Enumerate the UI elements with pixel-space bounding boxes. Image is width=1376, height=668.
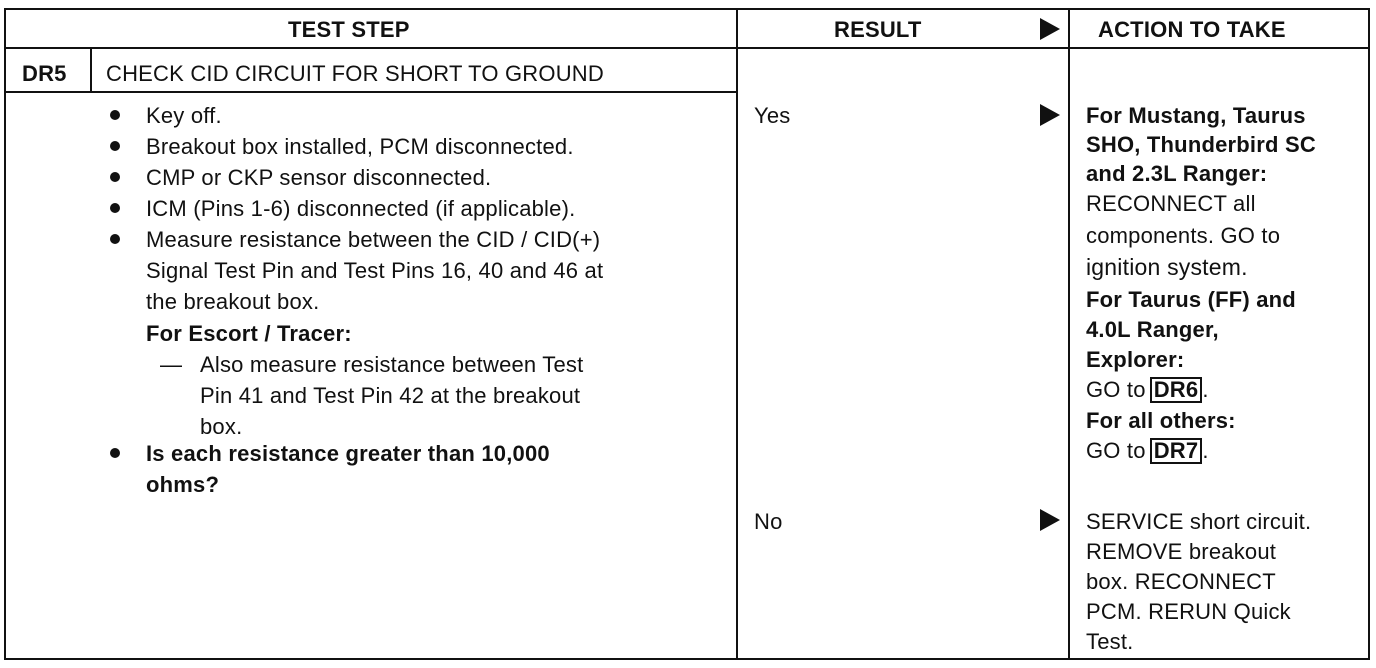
bullet-icon — [110, 110, 120, 120]
action-text: 4.0L Ranger, — [1086, 317, 1219, 342]
goto-label: GO to — [1086, 438, 1146, 463]
action-text: Test. — [1086, 629, 1134, 654]
result-no: No — [754, 509, 783, 534]
question-text: ohms? — [146, 472, 220, 497]
action-text: and 2.3L Ranger: — [1086, 161, 1268, 186]
action-text: components. GO to — [1086, 223, 1281, 248]
code-divider — [90, 48, 92, 92]
question-text: Is each resistance greater than 10,000 — [146, 441, 550, 466]
result-yes-arrow-icon — [1040, 104, 1060, 126]
bullet-icon — [110, 141, 120, 151]
bullet-text: Measure resistance between the CID / CID(+) — [146, 227, 601, 252]
table-top-border — [4, 8, 1370, 10]
bullet-icon — [110, 172, 120, 182]
header-test-step: TEST STEP — [288, 17, 410, 42]
bullet-text: Key off. — [146, 103, 222, 128]
action-goto-dr7 — [1086, 435, 1209, 466]
ref-dr6-link[interactable]: DR6 — [1150, 377, 1203, 403]
bullet-text: Breakout box installed, PCM disconnected. — [146, 134, 574, 159]
table-bottom-border — [4, 658, 1370, 660]
bullet-icon — [110, 448, 120, 458]
action-text: For Mustang, Taurus — [1086, 103, 1306, 128]
title-bottom-border — [4, 91, 736, 93]
step-code: DR5 — [22, 61, 67, 86]
step-title: CHECK CID CIRCUIT FOR SHORT TO GROUND — [106, 61, 604, 86]
action-text: PCM. RERUN Quick — [1086, 599, 1291, 624]
left-border — [4, 8, 6, 660]
bullet-continuation: Signal Test Pin and Test Pins 16, 40 and 46 at — [146, 258, 604, 283]
period: . — [1202, 377, 1209, 402]
action-text: SHO, Thunderbird SC — [1086, 132, 1316, 157]
bullet-icon — [110, 203, 120, 213]
header-bottom-border — [4, 47, 1370, 49]
action-text: For Taurus (FF) and — [1086, 287, 1296, 312]
action-text: RECONNECT all — [1086, 191, 1256, 216]
result-yes: Yes — [754, 103, 791, 128]
escort-text: box. — [200, 414, 243, 439]
header-action: ACTION TO TAKE — [1098, 17, 1286, 42]
bullet-icon — [110, 234, 120, 244]
bullet-text: ICM (Pins 1-6) disconnected (if applicable). — [146, 196, 576, 221]
action-text: SERVICE short circuit. — [1086, 509, 1312, 534]
right-border — [1368, 8, 1370, 660]
header-arrow-icon — [1040, 18, 1060, 40]
bullet-continuation: the breakout box. — [146, 289, 320, 314]
result-no-arrow-icon — [1040, 509, 1060, 531]
step-result-divider — [736, 8, 738, 660]
period: . — [1202, 438, 1209, 463]
escort-text: Pin 41 and Test Pin 42 at the breakout — [200, 383, 581, 408]
escort-heading: For Escort / Tracer: — [146, 321, 352, 346]
action-goto-dr6 — [1086, 374, 1209, 405]
action-text: ignition system. — [1086, 254, 1248, 280]
action-text: Explorer: — [1086, 347, 1185, 372]
dash-icon: — — [160, 352, 183, 377]
action-text: REMOVE breakout — [1086, 539, 1277, 564]
result-action-divider — [1068, 8, 1070, 660]
action-text: For all others: — [1086, 408, 1236, 433]
bullet-text: CMP or CKP sensor disconnected. — [146, 165, 492, 190]
header-result: RESULT — [834, 17, 922, 42]
ref-dr7-link[interactable]: DR7 — [1150, 438, 1203, 464]
action-text: box. RECONNECT — [1086, 569, 1276, 594]
goto-label: GO to — [1086, 377, 1146, 402]
escort-text: Also measure resistance between Test — [200, 352, 584, 377]
